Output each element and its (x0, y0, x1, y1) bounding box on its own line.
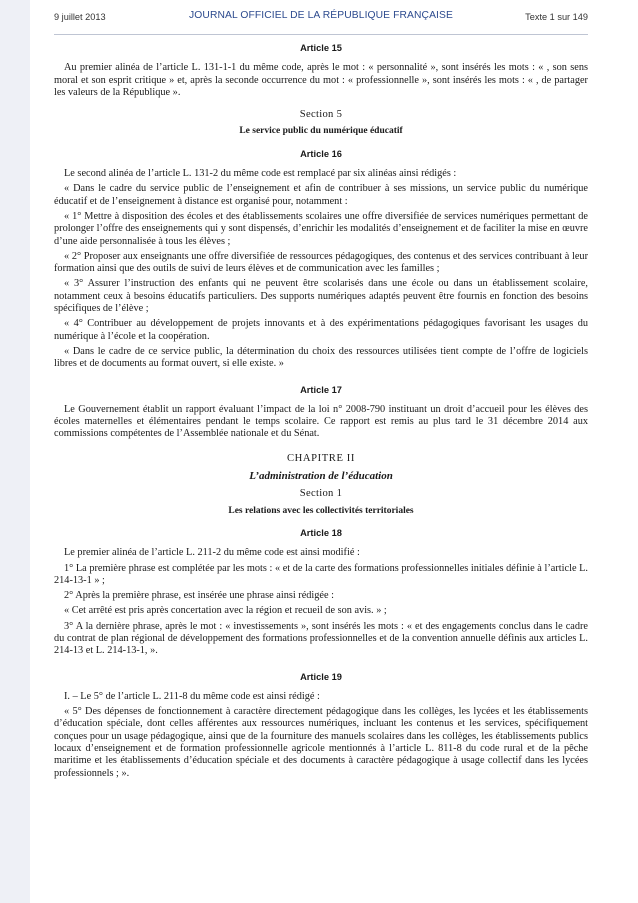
article-18-title: Article 18 (300, 527, 342, 538)
article-18-paragraph: 2° Après la première phrase, est insérée une phrase ainsi rédigée : (64, 590, 335, 602)
article-16-paragraph: « 2° Proposer aux enseignants une offre diversifiée de ressources pédagogiques, des contenus et des services contribuant à leur formation ainsi que des outils de suivi de leurs élèves et de communication avec les familles ; (54, 250, 588, 275)
article-16-paragraph: « Dans le cadre du service public de l’enseignement et afin de contribuer à ses missions, un service public du numérique éducatif et de l’enseignement à distance est organisé pour, notamment : (54, 183, 588, 207)
article-17-paragraph: Le Gouvernement établit un rapport évaluant l’impact de la loi n° 2008-790 instituant un droit d’accueil pour les élèves des écoles maternelles et élémentaires pendant le temps scolaire. Ce rapport est remis au plus tard le 31 décembre 2014 aux commissions compétentes de l’Assemblée nationale et du Sénat. (54, 403, 588, 440)
article-19-paragraph: I. – Le 5° de l’article L. 211-8 du même code est ainsi rédigé : (64, 690, 320, 702)
chapter-2-number: CHAPITRE II (286, 452, 356, 464)
section-1-number: Section 1 (299, 488, 343, 500)
article-16-title: Article 16 (300, 148, 342, 159)
article-18-paragraph: 1° La première phrase est complétée par les mots : « et de la carte des formations professionnelles initiales définie à l’article L. 214-13-1 » ; (54, 562, 588, 586)
article-16-paragraph: « Dans le cadre de ce service public, la détermination du choix des ressources utilisées tient compte de l’offre de logiciels libres et de documents au format ouvert, si elle existe. » (54, 345, 588, 370)
page-indicator: Texte 1 sur 149 (525, 12, 588, 22)
page-header (54, 0, 588, 35)
article-15-title: Article 15 (300, 43, 342, 53)
journal-title: JOURNAL OFFICIEL DE LA RÉPUBLIQUE FRANÇAISE (189, 10, 453, 21)
article-18-paragraph: Le premier alinéa de l’article L. 211-2 du même code est ainsi modifié : (64, 547, 360, 559)
document-body (54, 42, 588, 780)
article-18-paragraph: 3° A la dernière phrase, après le mot : « investissements », sont insérés les mots : « et des engagements conclus dans le cadre du contrat de plan régional de développement des formations professionnelles et de la convention annuelle définis aux articles L. 214-13 et L. 214-13-1, ». (54, 620, 588, 657)
article-18-paragraph: « Cet arrêté est pris après concertation avec la région et recueil de son avis. » ; (64, 605, 387, 617)
article-15-paragraph: Au premier alinéa de l’article L. 131-1-1 du même code, après le mot : « personnalité », sont insérés les mots : « , son sens moral et son esprit critique » et, après la seconde occurrence du mot : « professionnelle », sont insérés les mots : « , de partager les valeurs de la République ». (54, 62, 588, 98)
article-19-paragraph: « 5° Des dépenses de fonctionnement à caractère directement pédagogique dans les collèges, les lycées et les établissements d’éducation spéciale, dont celles afférentes aux ressources numériques, incluant les contenus et les services, spécifiquement conçues pour un usage pédagogique, ainsi que de la fourniture des manuels scolaires dans les collèges, les établissements publics locaux d’enseignement et de formation professionnelle agricole mentionnés à l’article L. 811-8 du code rural et de la pêche maritime et les établissements d’éducation spéciale et des documents à caractère pédagogique à usage collectif dans les lycées professionnels ; ». (54, 706, 588, 779)
article-16-paragraph: « 1° Mettre à disposition des écoles et des établissements scolaires une offre diversifiée de services numériques permettant de prolonger l’offre des enseignements qui y sont dispensés, d’enrichir les modalités d’enseignement et de faciliter la mise en œuvre d’une aide personnalisée à tous les élèves ; (54, 210, 588, 247)
article-17-title: Article 17 (300, 384, 342, 395)
chapter-2-title: L’administration de l’éducation (249, 470, 393, 483)
article-16-paragraph: « 3° Assurer l’instruction des enfants qui ne peuvent être scolarisés dans une école ou dans un établissement scolaire, notamment ceux à besoins éducatifs particuliers. Des supports numériques adaptés peuvent être fournis en fonction des besoins spécifiques de l’élève ; (54, 278, 588, 315)
section-5-title: Le service public du numérique éducatif (239, 126, 403, 137)
publication-date: 9 juillet 2013 (54, 12, 106, 22)
section-1-title: Les relations avec les collectivités territoriales (228, 505, 414, 516)
section-5-number: Section 5 (299, 109, 343, 121)
article-19-title: Article 19 (300, 671, 342, 682)
article-16-paragraph: Le second alinéa de l’article L. 131-2 du même code est remplacé par six alinéas ainsi rédigés : (64, 168, 457, 180)
article-16-paragraph: « 4° Contribuer au développement de projets innovants et à des expérimentations pédagogiques favorisant les usages du numérique à l’école et la coopération. (54, 318, 588, 342)
